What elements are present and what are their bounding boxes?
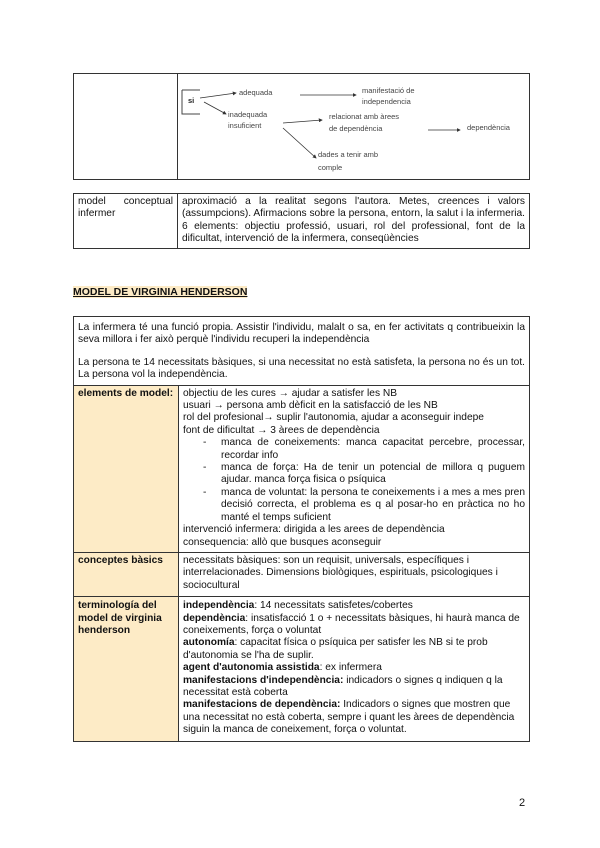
diagram-dades-2: comple bbox=[318, 163, 343, 172]
term-def: : ex infermera bbox=[319, 662, 382, 674]
term-name: dependència bbox=[183, 612, 246, 624]
model-conceptual-label: model conceptual infermer bbox=[74, 194, 178, 249]
term-def: : insatisfacció 1 o + necessitats bàsiques, hi haurà manca de coneixements, força o voluntat bbox=[183, 612, 520, 636]
terminologia-cell bbox=[179, 597, 530, 741]
elements-line: usuari → persona amb dèficit en la satisfacció de les NB bbox=[183, 400, 438, 412]
model-conceptual-table bbox=[73, 193, 530, 249]
elements-line: intervenció infermera: dirigida a les arees de dependència bbox=[183, 524, 445, 536]
diagram-relacionat-1: relacionat amb àrees bbox=[329, 112, 400, 121]
model-conceptual-text: aproximació a la realitat segons l'autora. Metes, creences i valors (assumpcions). Afirmacions sobre la persona, entorn, la salut i la infermeria. 6 elements: objectiu professió, usuari, rol del professional, font de la dificultat, intervenció de la infermera, conseqüències bbox=[178, 194, 530, 249]
term-def: indicadors o signes q indiquen q la necessitat està coberta bbox=[183, 674, 503, 698]
diagram-adequada: adequada bbox=[239, 88, 273, 97]
elements-line: objectiu de les cures → ajudar a satisfer les NB bbox=[183, 387, 398, 399]
terminologia-label: terminología del model de virginia henderson bbox=[74, 597, 179, 741]
diagram-dades-1: dades a tenir amb bbox=[318, 150, 379, 159]
term-item bbox=[183, 613, 525, 638]
elements-bullet: - manca de coneixements: manca capacitat percebre, processar, recordar info bbox=[221, 437, 525, 462]
intro-cell bbox=[74, 317, 530, 386]
elements-line: font de dificultat → 3 àrees de dependència bbox=[183, 424, 380, 436]
term-name: manifestacions de dependència: bbox=[183, 699, 341, 711]
term-name: independència bbox=[183, 600, 255, 612]
term-name: autonomía bbox=[183, 637, 235, 649]
page-number: 2 bbox=[519, 797, 526, 809]
conceptes-text: necessitats bàsiques: son un requisit, universals, específiques i interrelacionades. Dimensions biològiques, espirituals, psicologiques i sociocultural bbox=[179, 552, 530, 596]
term-item bbox=[183, 637, 525, 662]
elements-bullet: - manca de voluntat: la persona te coneixements i a mes a mes pren decisió correcta, el problema es q al posar-ho en pràctica no ho manté el temps suficient bbox=[221, 487, 525, 524]
diagram-manifestacio-1: manifestació de bbox=[362, 86, 415, 95]
term-def: : 14 necessitats satisfetes/cobertes bbox=[254, 600, 413, 612]
elements-label: elements de model: bbox=[74, 385, 179, 552]
diagram-relacionat-2: de dependència bbox=[329, 124, 383, 133]
term-item bbox=[183, 600, 525, 612]
intro-paragraph: La infermera té una funció propia. Assistir l'individu, malalt o sa, en fer activitats q contribueixin la seva millora i fer això perquè l'individu recuperi la independència bbox=[78, 322, 525, 346]
henderson-table bbox=[73, 316, 530, 742]
term-item bbox=[183, 675, 525, 700]
term-name: agent d'autonomia assistida bbox=[183, 662, 320, 674]
elements-cell bbox=[179, 385, 530, 552]
conceptes-label: conceptes bàsics bbox=[74, 552, 179, 596]
diagram-inadequada: inadequada bbox=[228, 110, 268, 119]
diagram-insuficient: insuficient bbox=[228, 121, 262, 130]
diagram-manifestacio-2: independencia bbox=[362, 97, 411, 106]
dependency-diagram bbox=[176, 73, 530, 180]
term-name: manifestacions d'independència: bbox=[183, 674, 344, 686]
elements-line: rol del profesional→ suplir l'autonomia, ajudar a aconseguir indepe bbox=[183, 412, 484, 424]
intro-paragraph: La persona te 14 necessitats bàsiques, si una necessitat no està satisfeta, la persona no és un tot. La persona vol la independència. bbox=[78, 356, 525, 381]
elements-bullet: - manca de força: Ha de tenir un potencial de millora q puguem ajudar. manca força fisica o psíquica bbox=[221, 462, 525, 487]
diagram-si: si bbox=[188, 96, 195, 105]
elements-line: consequencia: allò que busques aconseguir bbox=[183, 536, 382, 548]
term-item bbox=[183, 662, 525, 674]
term-def: : capacitat física o psíquica per satisfer les NB si te prob d'autonomia se l'ha de suplir. bbox=[183, 637, 488, 661]
diagram-dependencia: dependència bbox=[467, 123, 510, 132]
term-def: Indicadors o signes que mostren que una necessitat no està coberta, sempre i quant les àrees de dependència siguin la manca de coneixement, força o voluntat. bbox=[183, 699, 515, 736]
term-item bbox=[183, 699, 525, 736]
section-title: MODEL DE VIRGINIA HENDERSON bbox=[73, 286, 248, 298]
